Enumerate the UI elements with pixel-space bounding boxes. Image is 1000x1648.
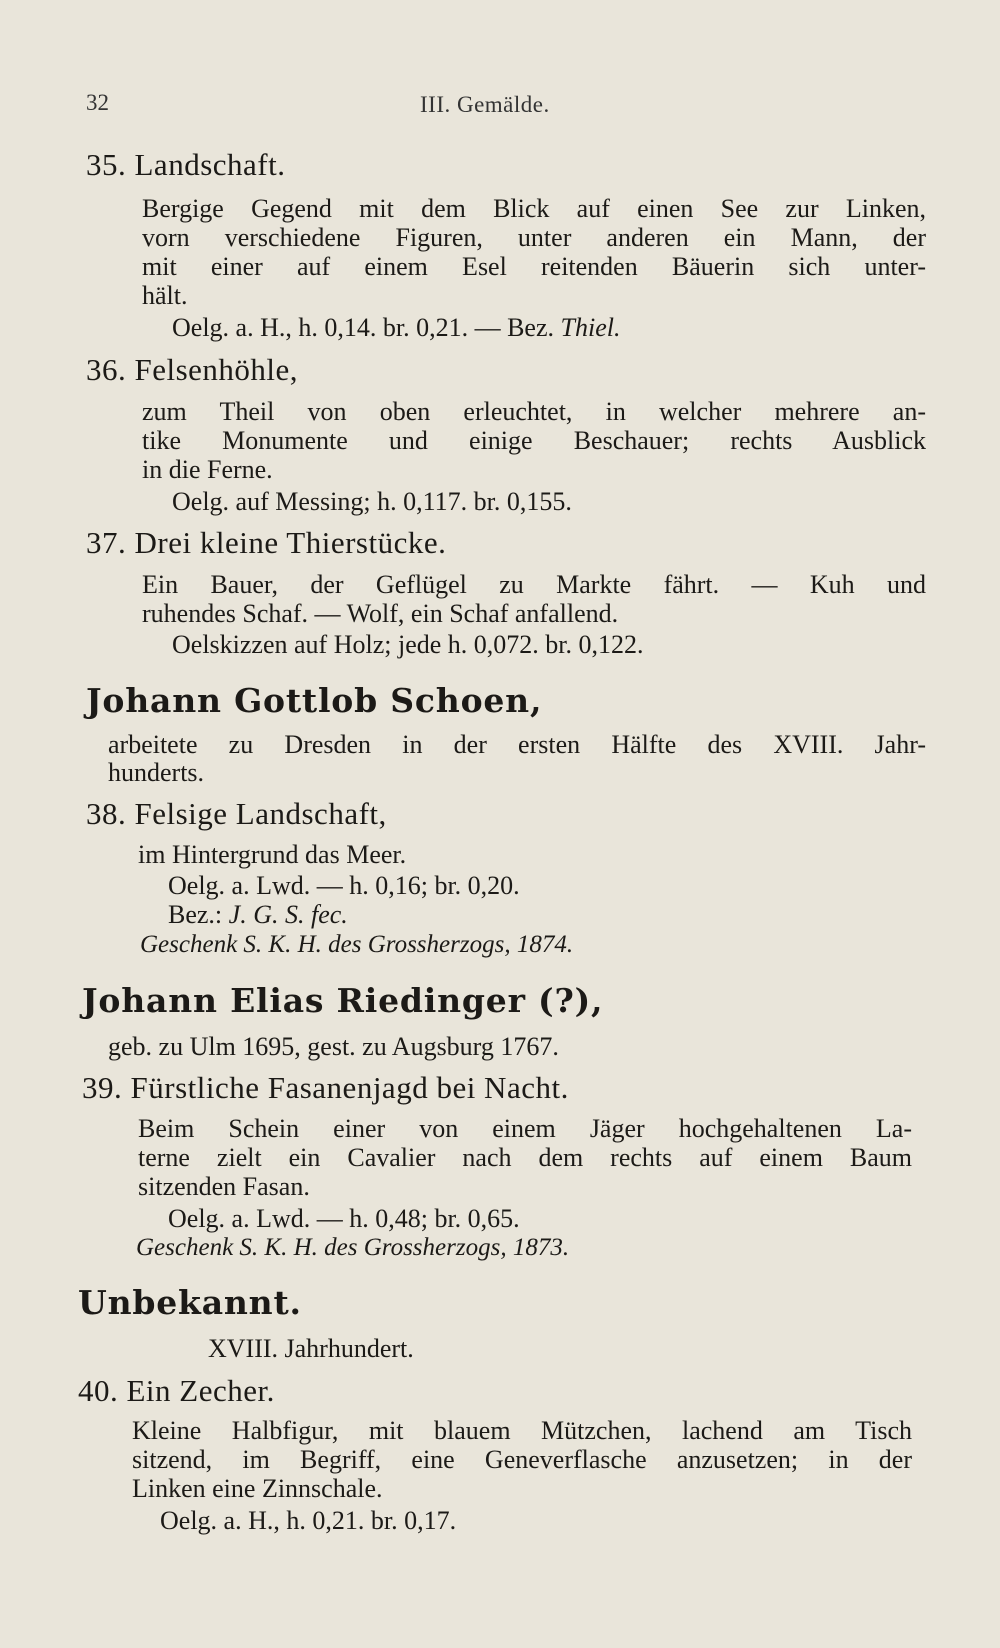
entry-35-desc-line-1: Bergige Gegend mit dem Blick auf einen See zur Linken, [142,194,926,223]
entry-35-desc-line-2: vorn verschiedene Figuren, unter anderen ein Mann, der [142,223,926,252]
entry-40-title: 40. Ein Zecher. [78,1373,275,1408]
entry-37-technique: Oelskizzen auf Holz; jede h. 0,072. br. 0,122. [172,630,644,659]
entry-36-title: 36. Felsenhöhle, [86,352,299,387]
entry-39-desc-line-1: Beim Schein einer von einem Jäger hochgehaltenen La- [138,1114,912,1143]
section-heading: III. Gemälde. [420,92,550,117]
entry-40-technique: Oelg. a. H., h. 0,21. br. 0,17. [160,1506,457,1535]
entry-39-title: 39. Fürstliche Fasanenjagd bei Nacht. [82,1070,569,1105]
entry-39-desc-line-2: terne zielt ein Cavalier nach dem rechts auf einem Baum [138,1143,912,1172]
entry-37-desc-line-2: ruhendes Schaf. — Wolf, ein Schaf anfallend. [142,599,619,628]
entry-36-desc-line-3: in die Ferne. [142,455,273,484]
entry-38-sig-prefix: Bez.: [168,900,223,929]
entry-35-technique [172,313,620,343]
entry-38-desc: im Hintergrund das Meer. [138,840,407,869]
page-number: 32 [86,90,109,115]
entry-35-tech-text: Oelg. a. H., h. 0,14. br. 0,21. — Bez. [172,313,555,342]
artist-schoen-name: Johann Gottlob Schoen, [86,681,543,720]
entry-38-technique: Oelg. a. Lwd. — h. 0,16; br. 0,20. [168,871,520,900]
artist-unbekannt-period: XVIII. Jahrhundert. [208,1334,414,1363]
entry-35-desc-line-3: mit einer auf einem Esel reitenden Bäuerin sich unter- [142,252,926,281]
entry-36-desc-line-1: zum Theil von oben erleuchtet, in welcher mehrere an- [142,397,926,426]
entry-38-title: 38. Felsige Landschaft, [86,796,387,831]
entry-39-gift: Geschenk S. K. H. des Grossherzogs, 1873. [136,1234,570,1261]
entry-37-title: 37. Drei kleine Thierstücke. [86,525,447,560]
artist-schoen-bio-line-1: arbeitete zu Dresden in der ersten Hälfte des XVIII. Jahr- [108,730,926,759]
entry-39-desc-line-3: sitzenden Fasan. [138,1172,310,1201]
entry-35-title: 35. Landschaft. [86,147,286,182]
artist-riedinger-name: Johann Elias Riedinger (?), [82,981,604,1020]
entry-40-desc-line-1: Kleine Halbfigur, mit blauem Mützchen, lachend am Tisch [132,1416,912,1445]
entry-37-desc-line-1: Ein Bauer, der Geflügel zu Markte fährt. — Kuh und [142,570,926,599]
artist-unbekannt-name: Unbekannt. [78,1283,302,1322]
entry-40-desc-line-3: Linken eine Zinnschale. [132,1474,383,1503]
entry-40-desc-line-2: sitzend, im Begriff, eine Geneverflasche anzusetzen; in der [132,1445,912,1474]
entry-36-desc-line-2: tike Monumente und einige Beschauer; rechts Ausblick [142,426,926,455]
entry-35-signature: Thiel. [560,313,621,342]
entry-38-signature-line [168,900,348,930]
entry-36-technique: Oelg. auf Messing; h. 0,117. br. 0,155. [172,487,572,516]
entry-35-desc-line-4: hält. [142,281,188,310]
entry-38-signature: J. G. S. fec. [228,900,348,929]
artist-schoen-bio-line-2: hunderts. [108,758,205,787]
entry-38-gift: Geschenk S. K. H. des Grossherzogs, 1874. [140,931,574,958]
entry-39-technique: Oelg. a. Lwd. — h. 0,48; br. 0,65. [168,1204,520,1233]
artist-riedinger-bio: geb. zu Ulm 1695, gest. zu Augsburg 1767. [108,1032,559,1061]
